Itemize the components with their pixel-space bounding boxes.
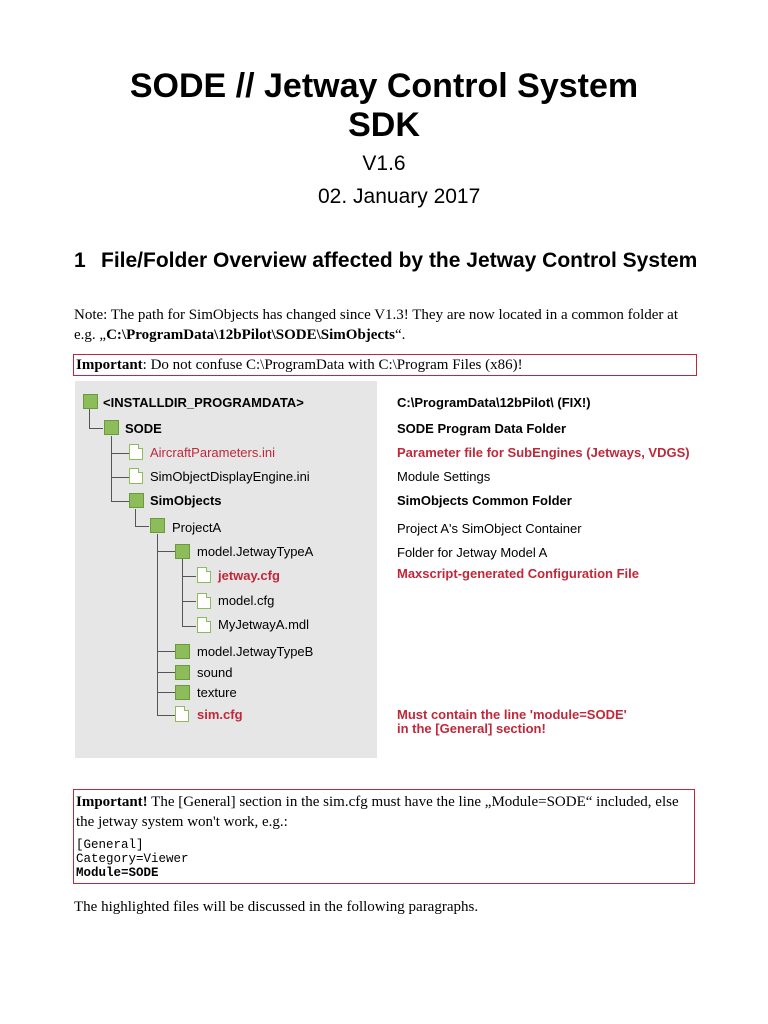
tree-connector	[135, 509, 136, 526]
folder-icon	[150, 518, 165, 533]
important2-label: Important!	[76, 794, 148, 810]
tree-node-sim-cfg: sim.cfg	[197, 707, 243, 722]
tree-connector	[182, 601, 196, 602]
version: V1.6	[362, 152, 406, 175]
tree-connector	[111, 436, 112, 501]
tree-node-jetwaytypeb: model.JetwayTypeB	[197, 644, 314, 659]
folder-icon	[83, 394, 98, 409]
folder-icon	[175, 644, 190, 659]
file-icon	[197, 617, 211, 633]
path-note	[74, 305, 699, 345]
tree-node-installdir: <INSTALLDIR_PROGRAMDATA>	[103, 395, 304, 410]
date: 02. January 2017	[318, 185, 481, 208]
tree-node-myjetwaya-mdl: MyJetwayA.mdl	[218, 617, 310, 632]
tree-node-simobjectdisplayengine: SimObjectDisplayEngine.ini	[150, 469, 310, 484]
desc-jetway-cfg: Maxscript-generated Configuration File	[397, 566, 639, 581]
code-line-2: Category=Viewer	[76, 852, 189, 866]
tree-node-projecta: ProjectA	[172, 520, 222, 535]
folder-icon	[129, 493, 144, 508]
tree-connector	[182, 559, 183, 626]
desc-installdir: C:\ProgramData\12bPilot\ (FIX!)	[397, 395, 591, 410]
tree-node-jetway-cfg: jetway.cfg	[218, 568, 280, 583]
tree-node-texture: texture	[197, 685, 237, 700]
folder-icon	[175, 665, 190, 680]
important2-text: The [General] section in the sim.cfg must have the line „Module=SODE“ included, else the jetway system won't work, e.g.:	[76, 794, 679, 830]
important-text: : Do not confuse C:\ProgramData with C:\Program Files (x86)!	[142, 357, 523, 373]
folder-icon	[175, 544, 190, 559]
note-prefix: Note: The path for SimObjects has changed since V1.3! They are now located in a common folder at e.g. „	[74, 307, 678, 343]
tree-node-jetwaytypea: model.JetwayTypeA	[197, 544, 314, 559]
code-line-3: Module=SODE	[76, 866, 159, 880]
file-icon	[129, 444, 143, 460]
tree-connector	[157, 672, 175, 673]
title-line-2: SDK	[348, 106, 420, 144]
tree-node-sound: sound	[197, 665, 233, 680]
tree-connector	[111, 477, 129, 478]
desc-sode: SODE Program Data Folder	[397, 421, 567, 436]
section-title: File/Folder Overview affected by the Jetway Control System	[101, 249, 698, 272]
tree-node-sode: SODE	[125, 421, 162, 436]
tree-connector	[89, 428, 103, 429]
tree-connector	[157, 534, 158, 715]
tree-connector	[89, 409, 90, 428]
desc-simobjectdisplayengine: Module Settings	[397, 469, 491, 484]
tree-connector	[182, 626, 196, 627]
folder-icon	[175, 685, 190, 700]
desc-aircraftparameters: Parameter file for SubEngines (Jetways, VDGS)	[397, 445, 690, 460]
desc-projecta: Project A's SimObject Container	[397, 521, 582, 536]
important-box-1	[73, 354, 697, 376]
tree-connector	[157, 651, 175, 652]
important-label: Important	[76, 357, 143, 373]
tree-connector	[157, 715, 175, 716]
tree-node-model-cfg: model.cfg	[218, 593, 275, 608]
tree-connector	[157, 692, 175, 693]
file-icon	[175, 706, 189, 722]
tree-connector	[111, 501, 129, 502]
important-box-2	[73, 789, 695, 884]
note-suffix: “.	[394, 327, 406, 343]
tree-connector	[157, 551, 175, 552]
code-line-1: [General]	[76, 838, 144, 852]
desc-jetwaytypea: Folder for Jetway Model A	[397, 545, 548, 560]
tree-connector	[111, 453, 129, 454]
file-tree-panel	[75, 381, 377, 758]
desc-sim-cfg-line1: Must contain the line 'module=SODE'	[397, 707, 627, 722]
tree-node-aircraftparameters: AircraftParameters.ini	[150, 445, 275, 460]
file-icon	[197, 593, 211, 609]
file-icon	[197, 567, 211, 583]
footer-text: The highlighted files will be discussed in the following paragraphs.	[74, 899, 479, 915]
note-path: C:\ProgramData\12bPilot\SODE\SimObjects	[106, 327, 395, 343]
tree-connector	[135, 526, 149, 527]
title-line-1: SODE // Jetway Control System	[129, 67, 639, 105]
tree-node-simobjects: SimObjects	[150, 493, 222, 508]
desc-sim-cfg-line2: in the [General] section!	[397, 721, 546, 736]
important2-paragraph	[76, 792, 691, 832]
file-icon	[129, 468, 143, 484]
tree-connector	[182, 576, 196, 577]
desc-simobjects: SimObjects Common Folder	[397, 493, 572, 508]
document-title	[0, 67, 768, 145]
folder-icon	[104, 420, 119, 435]
section-number: 1	[74, 249, 86, 272]
